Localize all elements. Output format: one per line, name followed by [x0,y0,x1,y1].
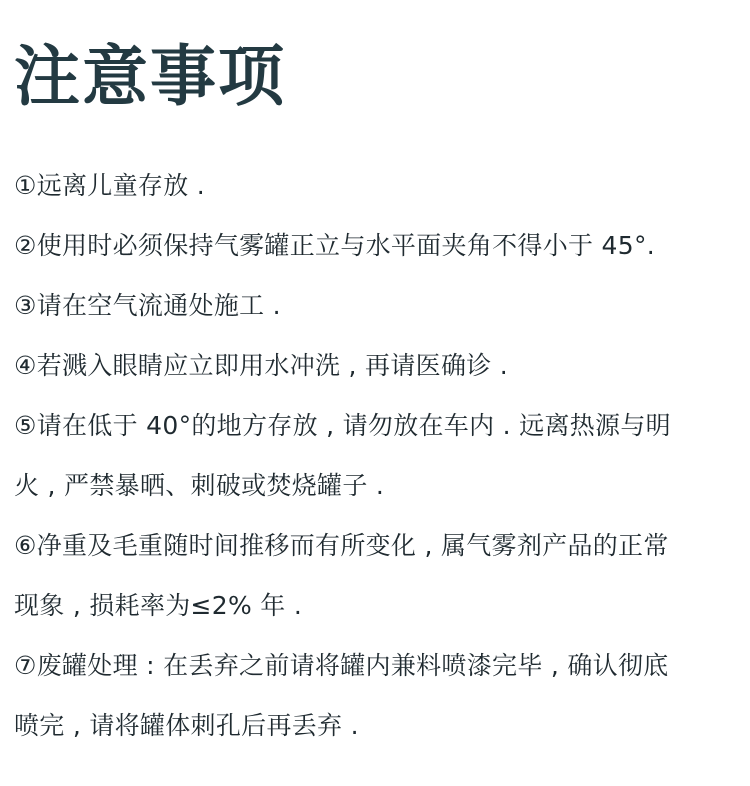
note-line-4: ④若溅入眼睛应立即用水冲洗 , 再请医确诊 . [14,351,509,380]
note-line-5: ⑤请在低于 40°的地方存放 , 请勿放在车内 . 远离热源与明 [14,411,671,440]
notes-list [14,156,736,756]
note-line-6: ⑥净重及毛重随时间推移而有所变化 , 属气雾剂产品的正常 [14,531,669,560]
note-line-3: ③请在空气流通处施工 . [14,291,281,320]
note-line-7-continued: 喷完 , 请将罐体刺孔后再丢弃 . [14,711,359,740]
page-title: 注意事项 [14,38,286,115]
note-line-2: ②使用时必须保持气雾罐正立与水平面夹角不得小于 45°. [14,231,656,260]
note-line-5-continued: 火 , 严禁暴晒、刺破或焚烧罐子 . [14,471,385,500]
note-line-6-continued: 现象 , 损耗率为≤2% 年 . [14,591,303,620]
note-line-7: ⑦废罐处理 : 在丢弃之前请将罐内兼料喷漆完毕 , 确认彻底 [14,651,669,680]
note-line-1: ①远离儿童存放 . [14,171,206,200]
